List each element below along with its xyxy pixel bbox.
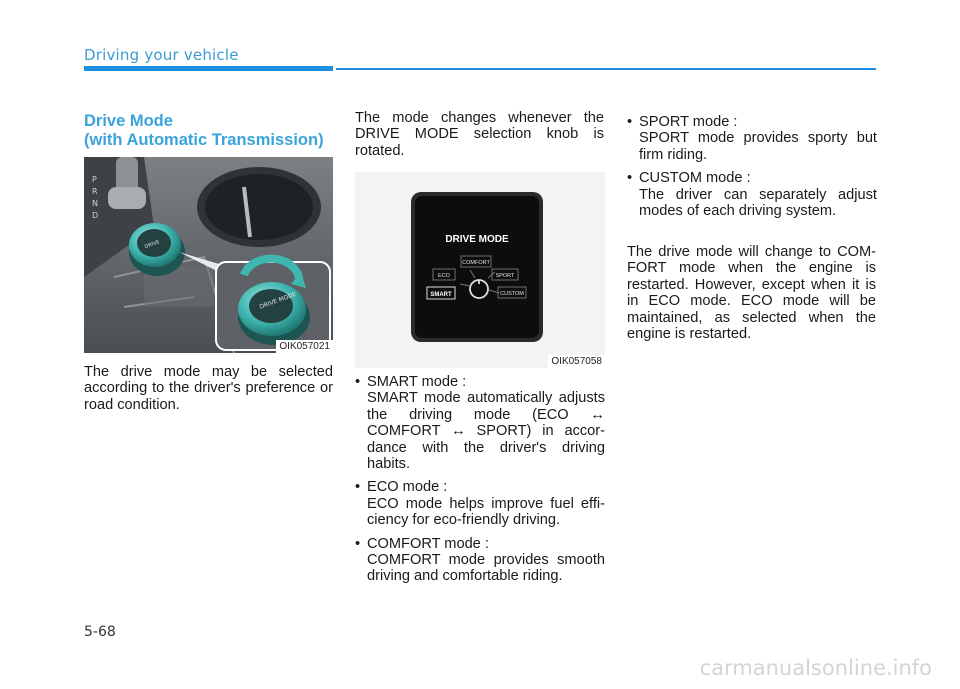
bullet-heading: • ECO mode : <box>355 479 605 495</box>
drive-mode-knob-illustration <box>84 157 333 353</box>
svg-text:P: P <box>92 175 97 184</box>
bullet-heading: • SPORT mode : <box>627 114 877 130</box>
header-rule-thin <box>336 68 876 70</box>
list-item-eco <box>355 479 605 528</box>
svg-text:N: N <box>92 199 98 208</box>
display-label-comfort: COMFORT <box>462 260 490 266</box>
bullet-body: The driver can separately adjust modes of each driving system. <box>639 186 877 220</box>
mode-list-right <box>627 114 877 226</box>
bullet-heading: • CUSTOM mode : <box>627 170 877 186</box>
display-label-custom: CUSTOM <box>500 291 524 297</box>
mode-change-paragraph: The mode changes whenever the DRIVE MODE selection knob is rotated. <box>355 110 604 159</box>
display-drawing <box>355 172 605 368</box>
intro-paragraph: The drive mode may be selected according to the driver's preference or road condition. <box>84 364 333 413</box>
running-header: Driving your vehicle <box>84 46 239 64</box>
bullet-body: ECO mode helps improve fuel effi-ciency for eco-friendly driving. <box>367 495 605 529</box>
bullet-body: SMART mode automatically adjusts the driving mode (ECO ↔ COMFORT ↔ SPORT) in accor-dance with the driver's driving habits. <box>367 390 605 473</box>
page-number: 5-68 <box>84 624 116 640</box>
section-title <box>84 112 344 150</box>
svg-text:DRIVE: DRIVE <box>143 239 161 251</box>
figure-code: OIK057021 <box>276 340 333 353</box>
display-label-smart: SMART <box>430 292 452 298</box>
list-item-sport <box>627 114 877 163</box>
header-rule-thick <box>84 66 333 71</box>
figure-code: OIK057058 <box>548 355 605 368</box>
bullet-heading: • COMFORT mode : <box>355 536 605 552</box>
mode-list-left <box>355 374 605 592</box>
console-drawing <box>84 157 333 353</box>
list-item-smart <box>355 374 605 472</box>
bullet-heading: • SMART mode : <box>355 374 605 390</box>
knob-label: DRIVE MODE <box>258 290 298 311</box>
svg-text:R: R <box>92 187 98 196</box>
display-label-eco: ECO <box>438 273 450 279</box>
bullet-body: COMFORT mode provides smooth driving and comfortable riding. <box>367 552 605 585</box>
display-title: DRIVE MODE <box>445 234 509 245</box>
list-item-custom <box>627 170 877 219</box>
drive-mode-display-illustration <box>355 172 605 368</box>
section-title-line1: Drive Mode <box>84 112 173 130</box>
restart-note-paragraph: The drive mode will change to COM-FORT mode when the engine is restarted. However, except when it is in ECO mode. ECO mode will be maintained, as selected when the engine is restarted. <box>627 244 876 343</box>
section-title-line2: (with Automatic Transmission) <box>84 131 324 149</box>
svg-text:D: D <box>92 211 99 220</box>
display-label-sport: SPORT <box>495 273 515 279</box>
bullet-body: SPORT mode provides sporty but firm riding. <box>639 130 877 163</box>
list-item-comfort <box>355 536 605 585</box>
watermark: carmanualsonline.info <box>699 656 932 680</box>
